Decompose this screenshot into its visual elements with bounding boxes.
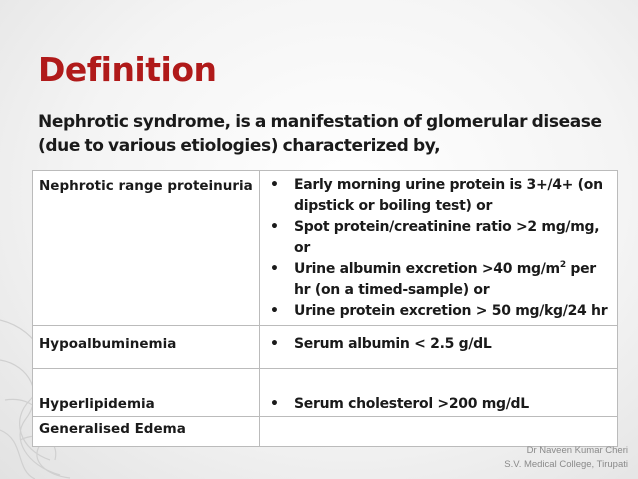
list-item (266, 334, 611, 355)
bullet-icon: • (270, 336, 279, 352)
criterion-text-tail: per hr (on a timed-sample) or (294, 261, 596, 298)
bullet-icon: • (270, 303, 279, 319)
criterion-text: Early morning urine protein is 3+/4+ (on dipstick or boiling test) or (294, 177, 603, 214)
criterion-text (294, 259, 611, 301)
superscript: 2 (559, 260, 566, 270)
table-row (33, 171, 618, 326)
table-row (33, 369, 618, 417)
criteria-cell (260, 369, 618, 417)
condition-cell: Hyperlipidemia (33, 369, 260, 417)
criteria-table (32, 170, 618, 447)
slide-footer (504, 444, 628, 472)
bullet-icon: • (270, 396, 279, 412)
list-item (266, 301, 611, 322)
condition-cell: Nephrotic range proteinuria (33, 171, 260, 326)
criteria-cell-empty (260, 417, 618, 447)
list-item (266, 259, 611, 301)
criterion-text: Spot protein/creatinine ratio >2 mg/mg, or (294, 219, 600, 256)
criterion-text-main: Urine albumin excretion >40 mg/m (294, 261, 560, 277)
bullet-icon: • (270, 219, 279, 235)
criterion-text: Serum cholesterol >200 mg/dL (294, 396, 529, 412)
footer-institution: S.V. Medical College, Tirupati (504, 459, 628, 470)
slide-subtitle: Nephrotic syndrome, is a manifestation of glomerular disease (due to various etiologies) characterized by, (38, 112, 602, 156)
criteria-cell (260, 171, 618, 326)
criterion-text: Urine protein excretion > 50 mg/kg/24 hr (294, 303, 608, 319)
list-item (266, 217, 611, 259)
condition-cell: Hypoalbuminemia (33, 326, 260, 369)
footer-author: Dr Naveen Kumar Cheri (526, 445, 628, 456)
list-item (266, 394, 611, 415)
condition-cell: Generalised Edema (33, 417, 260, 447)
table-row (33, 326, 618, 369)
criterion-text: Serum albumin < 2.5 g/dL (294, 336, 492, 352)
table-row (33, 417, 618, 447)
slide-title: Definition (38, 50, 217, 89)
bullet-icon: • (270, 177, 279, 193)
list-item (266, 175, 611, 217)
criteria-cell (260, 326, 618, 369)
bullet-icon: • (270, 261, 279, 277)
